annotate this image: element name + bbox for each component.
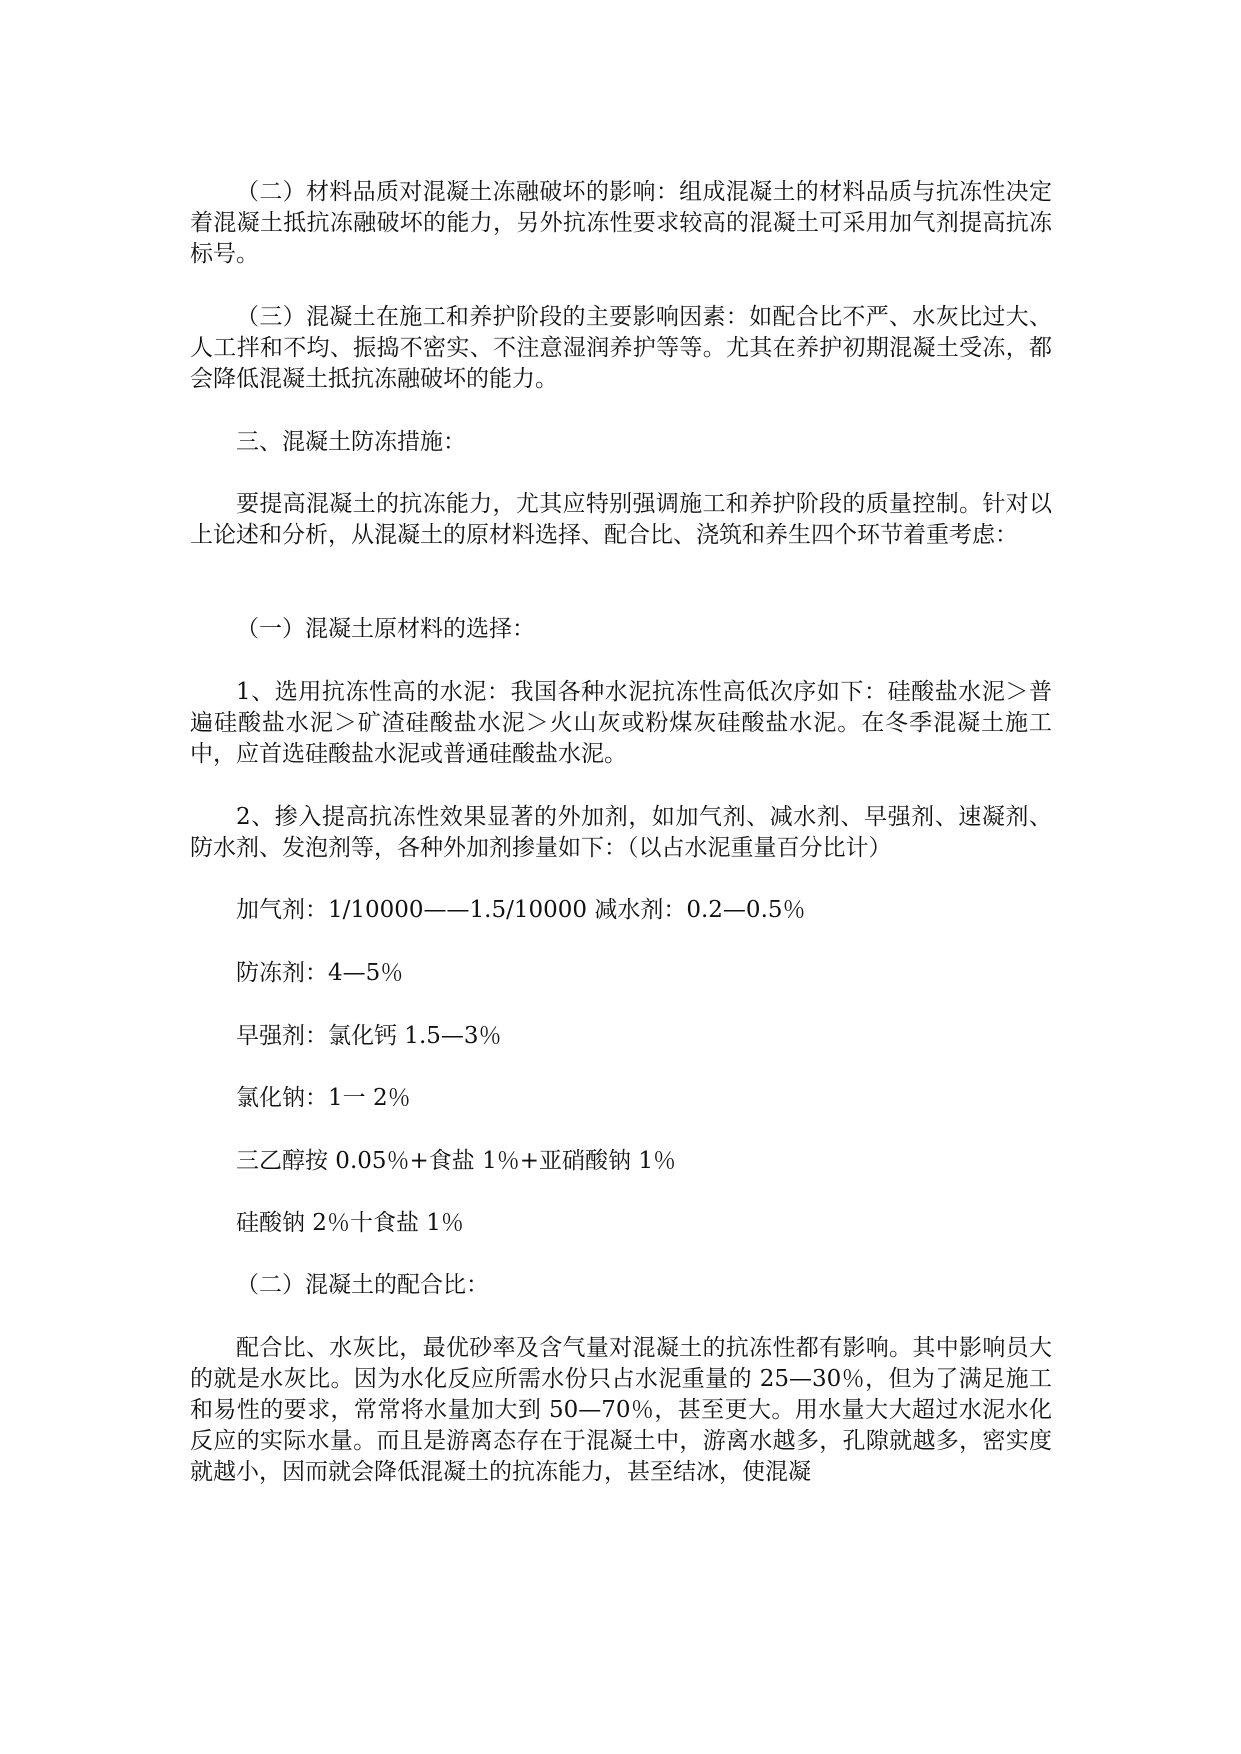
dosage-triethanolamine-mix: 三乙醇按 0.05％+食盐 1％+亚硝酸钠 1％ <box>236 1148 676 1174</box>
subheading-raw-material-selection: （一）混凝土原材料的选择： <box>236 616 535 642</box>
subheading-mix-proportion: （二）混凝土的配合比： <box>236 1272 489 1298</box>
paragraph-material-quality: （二）材料品质对混凝土冻融破坏的影响：组成混凝土的材料品质与抗冻性决定着混凝土抵抗冻融破坏的能力，另外抗冻性要求较高的混凝土可采用加气剂提高抗冻标号。 <box>190 179 1052 267</box>
dosage-sodium-silicate-mix: 硅酸钠 2％十食盐 1％ <box>236 1210 464 1236</box>
paragraph-admixtures: 2、掺入提高抗冻性效果显著的外加剂，如加气剂、减水剂、早强剂、速凝剂、防水剂、发泡剂等，各种外加剂掺量如下：（以占水泥重量百分比计） <box>190 804 1052 861</box>
dosage-antifreeze: 防冻剂：4—5％ <box>236 960 404 986</box>
paragraph-construction-factors: （三）混凝土在施工和养护阶段的主要影响因素：如配合比不严、水灰比过大、人工拌和不均、振捣不密实、不注意湿润养护等等。尤其在养护初期混凝土受冻，都会降低混凝土抵抗冻融破坏的能力。 <box>190 304 1052 392</box>
paragraph-antifreeze-intro: 要提高混凝土的抗冻能力，尤其应特别强调施工和养护阶段的质量控制。针对以上论述和分析，从混凝土的原材料选择、配合比、浇筑和养生四个环节着重考虑： <box>190 491 1052 548</box>
dosage-sodium-chloride: 氯化钠：1一 2％ <box>236 1085 411 1111</box>
paragraph-water-cement-ratio: 配合比、水灰比，最优砂率及含气量对混凝土的抗冻性都有影响。其中影响员大的就是水灰比。因为水化反应所需水份只占水泥重量的 25—30％，但为了满足施工和易性的要求，常常将水量加大到 50—70％，甚至更大。用水量大大超过水泥水化反应的实际水量。而且是游离态存在于混凝土中，游离水越多，孔隙就越多，密实度就越小，因而就会降低混凝土的抗冻能力，甚至结冰，使混凝 <box>190 1335 1052 1485</box>
dosage-air-entraining-water-reducer: 加气剂：1/10000——1.5/10000 减水剂：0.2—0.5％ <box>236 897 806 923</box>
paragraph-cement-selection: 1、选用抗冻性高的水泥：我国各种水泥抗冻性高低次序如下：硅酸盐水泥＞普遍硅酸盐水泥＞矿渣硅酸盐水泥＞火山灰或粉煤灰硅酸盐水泥。在冬季混凝土施工中，应首选硅酸盐水泥或普通硅酸盐水泥。 <box>190 679 1052 767</box>
section-heading-antifreeze-measures: 三、混凝土防冻措施： <box>236 429 466 455</box>
dosage-early-strength: 早强剂：氯化钙 1.5—3％ <box>236 1023 502 1049</box>
